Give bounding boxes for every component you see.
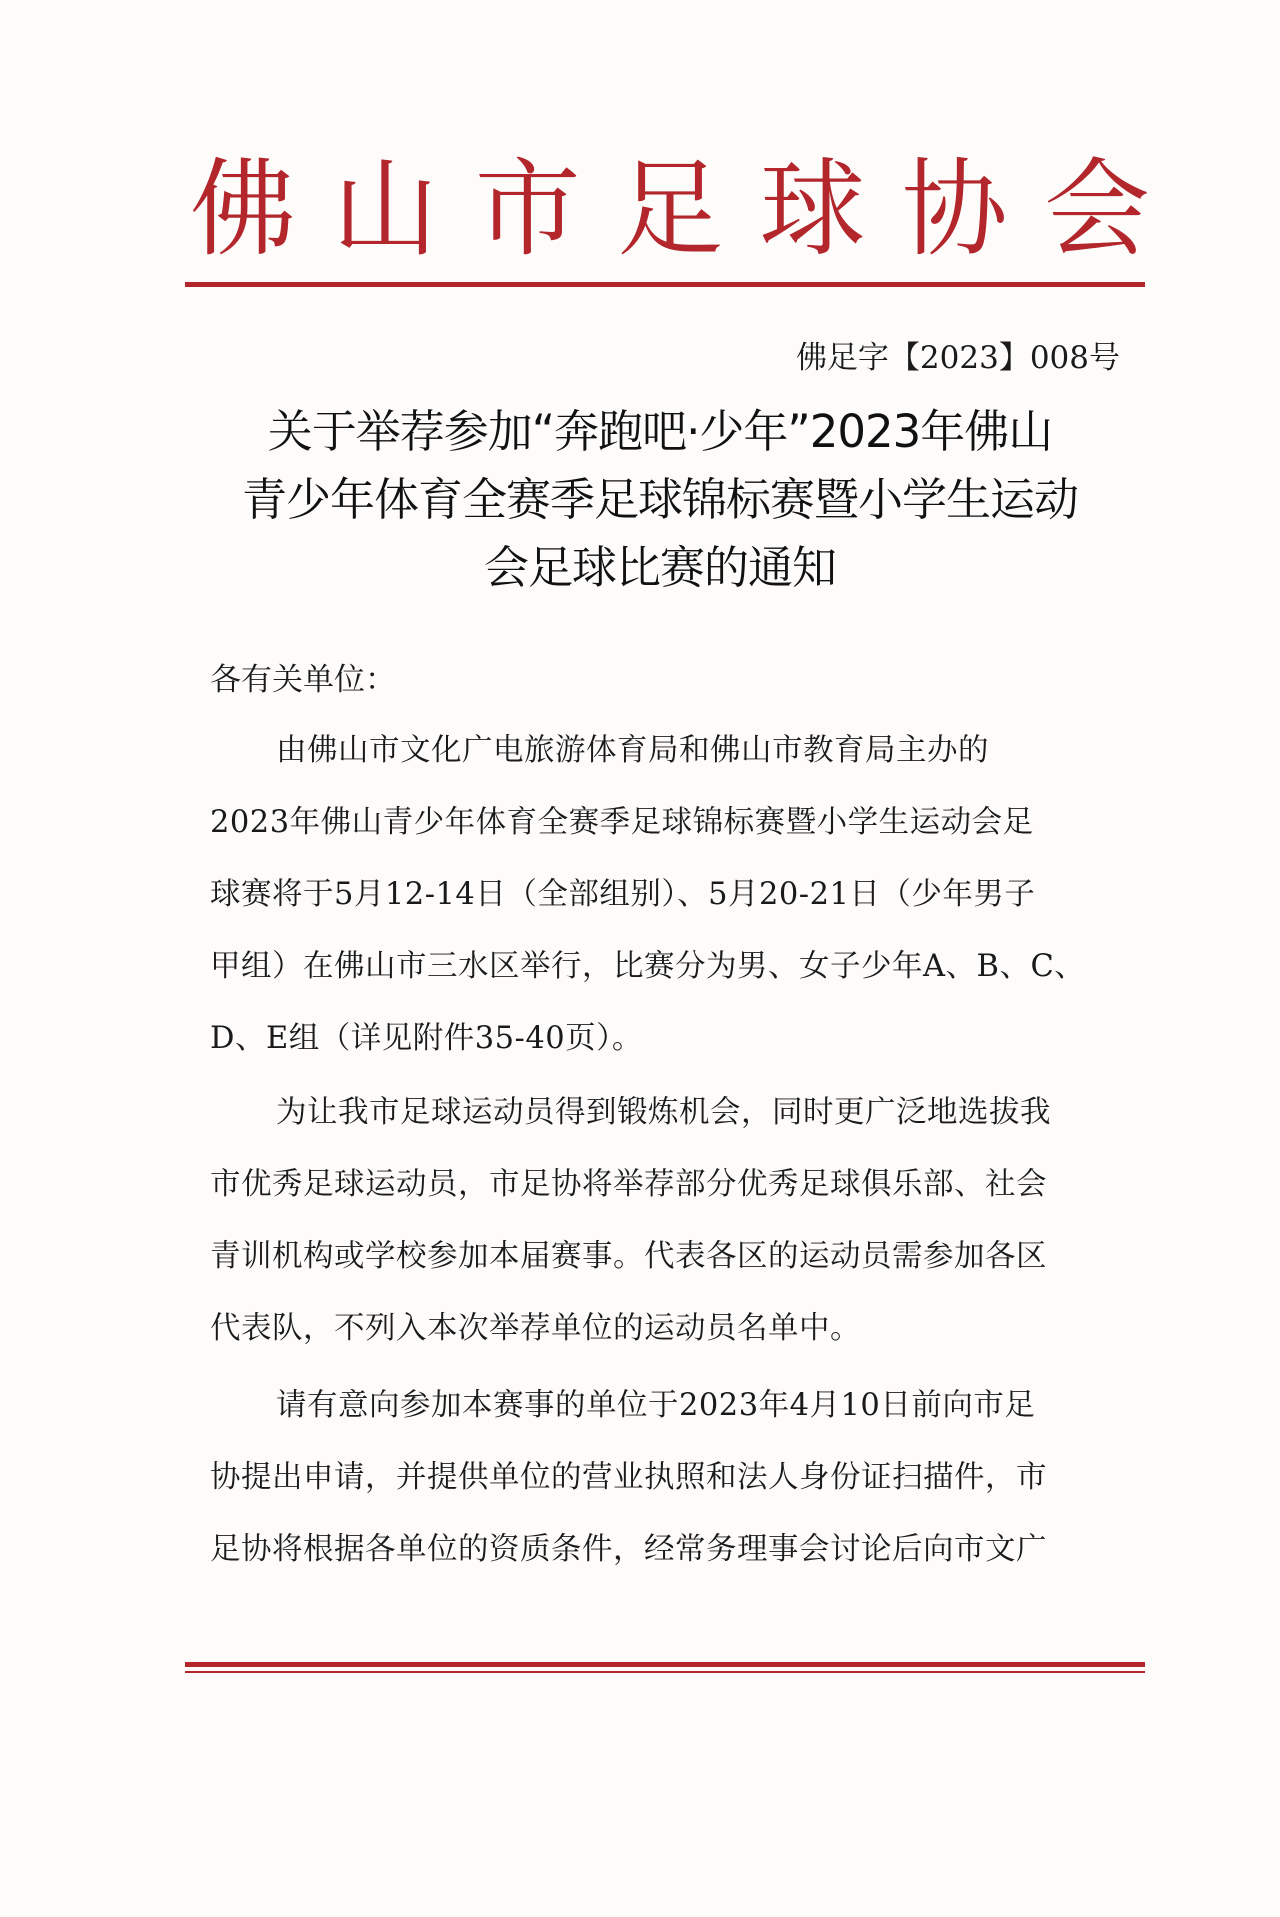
document-number: 佛足字【2023】008号 bbox=[795, 340, 1120, 376]
letterhead-char: 球 bbox=[759, 148, 866, 271]
letterhead-divider bbox=[185, 282, 1145, 287]
paragraph-line: 协提出申请，并提供单位的营业执照和法人身份证扫描件，市 bbox=[210, 1460, 1047, 1495]
letterhead-char: 山 bbox=[332, 148, 439, 271]
salutation: 各有关单位： bbox=[210, 662, 396, 698]
paragraph-3 bbox=[210, 1370, 1120, 1586]
paragraph-line: 由佛山市文化广电旅游体育局和佛山市教育局主办的 bbox=[276, 733, 989, 768]
paragraph-line: 代表队，不列入本次举荐单位的运动员名单中。 bbox=[210, 1311, 861, 1346]
letterhead-char: 佛 bbox=[190, 148, 296, 271]
footer-divider-top bbox=[185, 1662, 1145, 1667]
document-title bbox=[180, 398, 1140, 602]
paragraph-line: 青训机构或学校参加本届赛事。代表各区的运动员需参加各区 bbox=[210, 1239, 1047, 1274]
paragraph-line: D、E组（详见附件35-40页）。 bbox=[210, 1021, 643, 1056]
paragraph-line: 足协将根据各单位的资质条件，经常务理事会讨论后向市文广 bbox=[210, 1532, 1047, 1567]
title-line: 青少年体育全赛季足球锦标赛暨小学生运动 bbox=[241, 473, 1078, 526]
footer-divider-bottom bbox=[185, 1671, 1145, 1673]
letterhead-char: 协 bbox=[901, 148, 1008, 271]
paragraph-line: 市优秀足球运动员，市足协将举荐部分优秀足球俱乐部、社会 bbox=[210, 1167, 1047, 1202]
letterhead-char: 市 bbox=[474, 148, 581, 271]
letterhead-title bbox=[190, 150, 1150, 270]
title-line: 关于举荐参加“奔跑吧·少年”2023年佛山 bbox=[267, 405, 1053, 458]
letterhead-char: 会 bbox=[1043, 148, 1150, 271]
paragraph-line: 球赛将于5月12-14日（全部组别）、5月20-21日（少年男子 bbox=[210, 877, 1036, 912]
paragraph-line: 甲组）在佛山市三水区举行，比赛分为男、女子少年A、B、C、 bbox=[210, 949, 1086, 984]
letterhead-char: 足 bbox=[616, 148, 723, 271]
paragraph-line: 为让我市足球运动员得到锻炼机会，同时更广泛地选拔我 bbox=[276, 1095, 1051, 1130]
paragraph-2 bbox=[210, 1077, 1120, 1365]
paragraph-1 bbox=[210, 715, 1120, 1075]
paragraph-line: 请有意向参加本赛事的单位于2023年4月10日前向市足 bbox=[276, 1388, 1036, 1423]
paragraph-line: 2023年佛山青少年体育全赛季足球锦标赛暨小学生运动会足 bbox=[210, 805, 1034, 840]
title-line: 会足球比赛的通知 bbox=[483, 541, 836, 594]
